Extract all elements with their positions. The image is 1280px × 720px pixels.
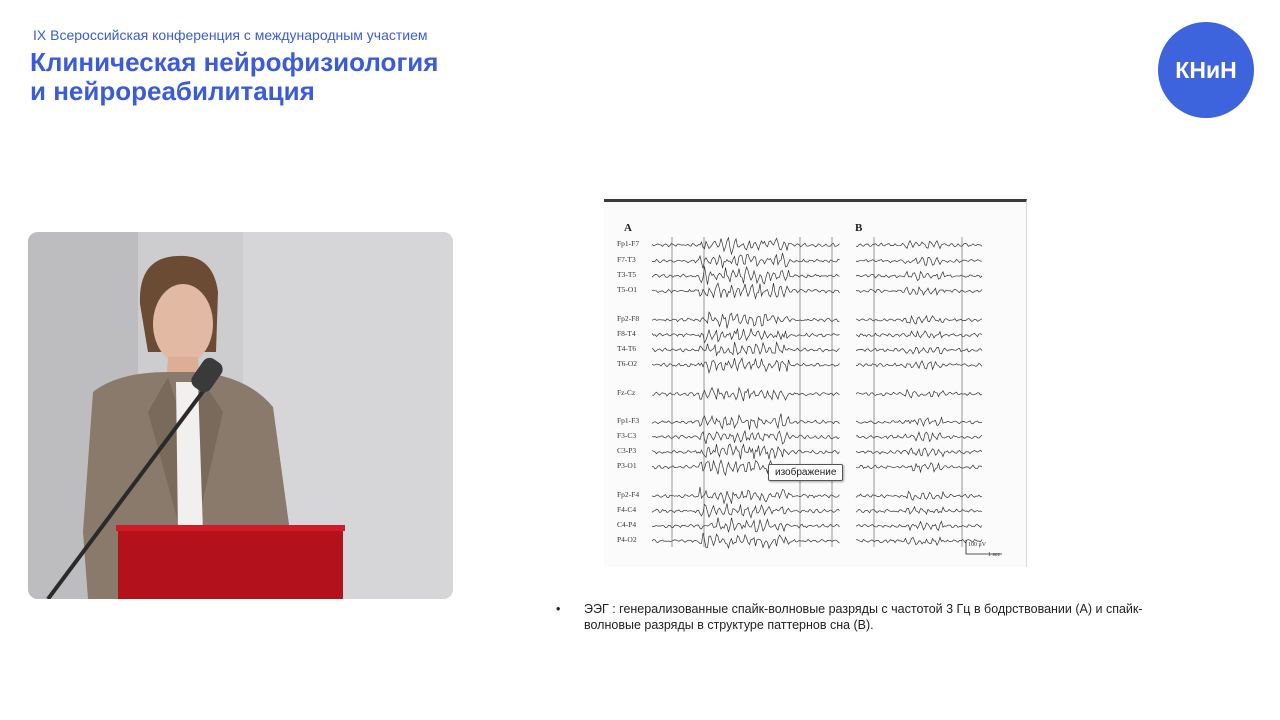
eeg-trace [652, 266, 840, 284]
eeg-trace [652, 533, 840, 548]
eeg-channel-label: T5-O1 [617, 285, 637, 294]
eeg-trace [856, 521, 982, 530]
eeg-trace [856, 361, 982, 370]
eeg-channel-label: F3-C3 [617, 431, 637, 440]
eeg-channel-label: Fp1-F3 [617, 416, 640, 425]
eeg-trace [652, 388, 840, 401]
eeg-trace [856, 241, 982, 249]
eeg-trace [652, 358, 840, 373]
eeg-trace [856, 491, 982, 500]
eeg-channel-label: Fp2-F8 [617, 314, 640, 323]
eeg-trace [856, 390, 982, 398]
caption-bullet: • [556, 602, 561, 616]
eeg-trace [652, 342, 840, 355]
eeg-trace [652, 487, 840, 504]
eeg-channel-label: F4-C4 [617, 505, 637, 514]
conference-subtitle: IX Всероссийская конференция с международным участием [33, 27, 428, 43]
eeg-trace [856, 272, 982, 281]
speaker-face [153, 284, 213, 364]
eeg-trace [652, 253, 840, 268]
speaker-image [28, 232, 453, 599]
eeg-trace [856, 432, 982, 441]
eeg-scale-time: 1 sec [988, 552, 1001, 558]
title-line-2: и нейрореабилитация [30, 76, 315, 106]
eeg-trace [856, 537, 982, 545]
eeg-trace [652, 283, 840, 298]
eeg-trace [652, 518, 840, 533]
eeg-channel-label: C4-P4 [617, 520, 637, 529]
eeg-trace [652, 431, 840, 444]
eeg-traces [604, 202, 1026, 564]
eeg-trace [856, 448, 982, 457]
podium [118, 527, 343, 599]
eeg-trace [652, 238, 840, 254]
eeg-channel-label: Fp1-F7 [617, 239, 640, 248]
conference-logo: КНиН [1158, 22, 1254, 118]
eeg-scale-voltage: 100 μV [968, 542, 987, 548]
eeg-channel-label: P4-O2 [617, 535, 637, 544]
speaker-video [28, 232, 453, 599]
eeg-channel-label: Fz-Cz [617, 388, 636, 397]
eeg-channel-label: T6-O2 [617, 359, 637, 368]
slide-caption [556, 601, 1196, 633]
eeg-trace [652, 414, 840, 430]
eeg-trace [652, 312, 840, 328]
eeg-trace [652, 329, 840, 343]
eeg-panel-b-label: B [855, 222, 863, 234]
eeg-panel-a-label: A [624, 222, 632, 234]
eeg-trace [856, 507, 982, 514]
eeg-trace [652, 503, 840, 517]
eeg-trace [856, 287, 982, 295]
eeg-channel-label: F7-T3 [617, 255, 636, 264]
podium-top [116, 525, 345, 531]
image-tooltip: изображение [768, 464, 843, 481]
eeg-figure [604, 199, 1027, 567]
eeg-trace [856, 463, 982, 472]
eeg-channel-label: C3-P3 [617, 446, 637, 455]
eeg-channel-label: P3-O1 [617, 461, 637, 470]
title-line-1: Клиническая нейрофизиология [30, 47, 439, 77]
eeg-channel-label: F8-T4 [617, 329, 636, 338]
eeg-channel-label: T4-T6 [617, 344, 637, 353]
eeg-trace [856, 347, 982, 354]
eeg-trace [856, 257, 982, 265]
eeg-trace [856, 418, 982, 427]
eeg-channel-label: Fp2-F4 [617, 490, 640, 499]
eeg-trace [856, 316, 982, 324]
caption-text: ЭЭГ : генерализованные спайк-волновые разряды с частотой 3 Гц в бодрствовании (А) и спайк-волновые разряды в структуре паттернов сна (В). [584, 602, 1143, 632]
eeg-channel-label: T3-T5 [617, 270, 637, 279]
eeg-trace [652, 444, 840, 459]
eeg-trace [856, 331, 982, 338]
conference-title [30, 48, 438, 106]
